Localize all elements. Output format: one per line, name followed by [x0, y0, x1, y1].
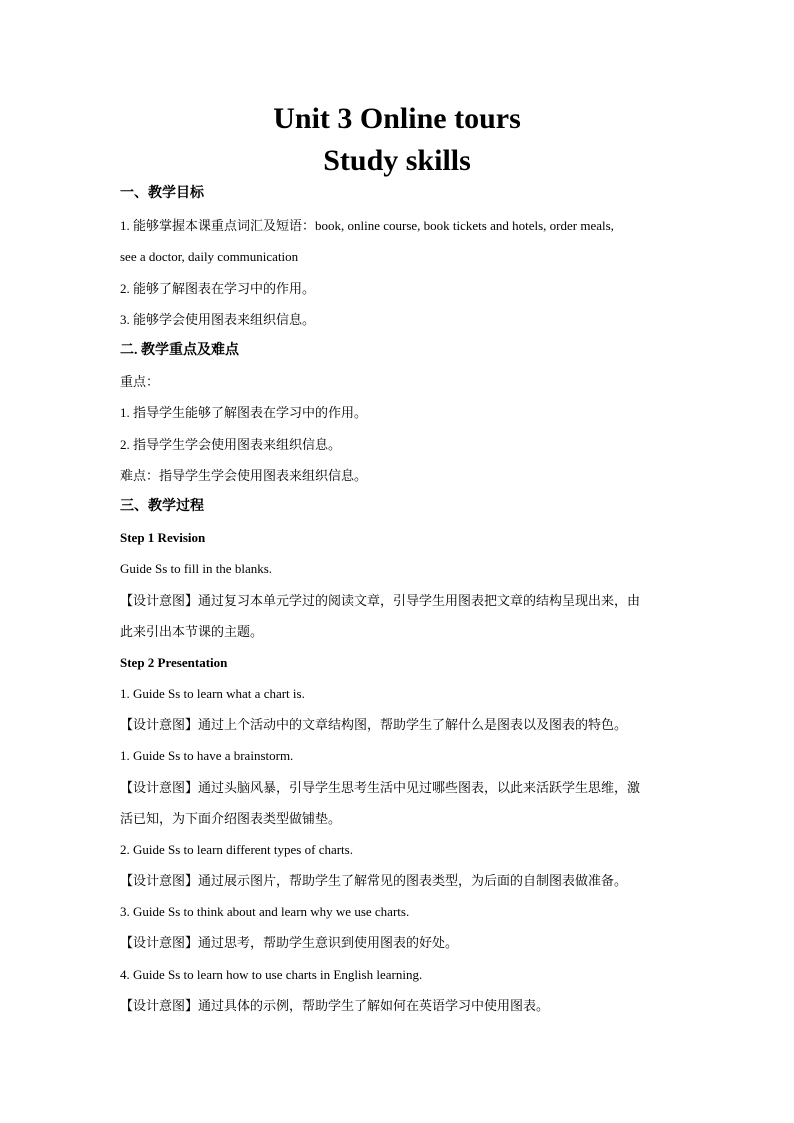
step-text: 1. Guide Ss to have a brainstorm. [120, 748, 294, 763]
section-heading-process: 三、教学过程 [120, 499, 204, 514]
document-title: Unit 3 Online tours [273, 102, 521, 135]
objective-item: 2. 能够了解图表在学习中的作用。 [120, 281, 316, 296]
objective-item: 1. 能够掌握本课重点词汇及短语：book, online course, book tickets and hotels, order meals, [120, 218, 614, 233]
objective-item-continued: see a doctor, daily communication [120, 249, 299, 264]
difficulty-item: 难点：指导学生学会使用图表来组织信息。 [120, 468, 368, 483]
step-title: Step 1 Revision [120, 530, 206, 545]
document-subtitle: Study skills [323, 144, 471, 177]
objective-item: 3. 能够学会使用图表来组织信息。 [120, 312, 316, 327]
step-text: Guide Ss to fill in the blanks. [120, 561, 273, 576]
section-heading-key-points: 二. 教学重点及难点 [120, 343, 239, 358]
step-text: 1. Guide Ss to learn what a chart is. [120, 686, 305, 701]
design-intent-text: 【设计意图】通过上个活动中的文章结构图，帮助学生了解什么是图表以及图表的特色。 [120, 717, 628, 732]
design-intent-text-continued: 活已知，为下面介绍图表类型做铺垫。 [120, 811, 342, 826]
step-title: Step 2 Presentation [120, 655, 228, 670]
design-intent-text: 【设计意图】通过头脑风暴，引导学生思考生活中见过哪些图表，以此来活跃学生思维，激 [120, 780, 641, 795]
design-intent-text: 【设计意图】通过复习本单元学过的阅读文章，引导学生用图表把文章的结构呈现出来，由 [120, 593, 641, 608]
design-intent-text: 【设计意图】通过思考，帮助学生意识到使用图表的好处。 [120, 935, 459, 950]
design-intent-text-continued: 此来引出本节课的主题。 [120, 624, 264, 639]
key-points-label: 重点： [120, 374, 160, 389]
section-heading-objectives: 一、教学目标 [120, 186, 204, 201]
step-text: 2. Guide Ss to learn different types of charts. [120, 842, 353, 857]
design-intent-text: 【设计意图】通过具体的示例，帮助学生了解如何在英语学习中使用图表。 [120, 998, 550, 1013]
key-point-item: 2. 指导学生学会使用图表来组织信息。 [120, 437, 342, 452]
design-intent-text: 【设计意图】通过展示图片，帮助学生了解常见的图表类型，为后面的自制图表做准备。 [120, 873, 628, 888]
step-text: 4. Guide Ss to learn how to use charts in English learning. [120, 967, 423, 982]
key-point-item: 1. 指导学生能够了解图表在学习中的作用。 [120, 405, 368, 420]
step-text: 3. Guide Ss to think about and learn why we use charts. [120, 904, 410, 919]
